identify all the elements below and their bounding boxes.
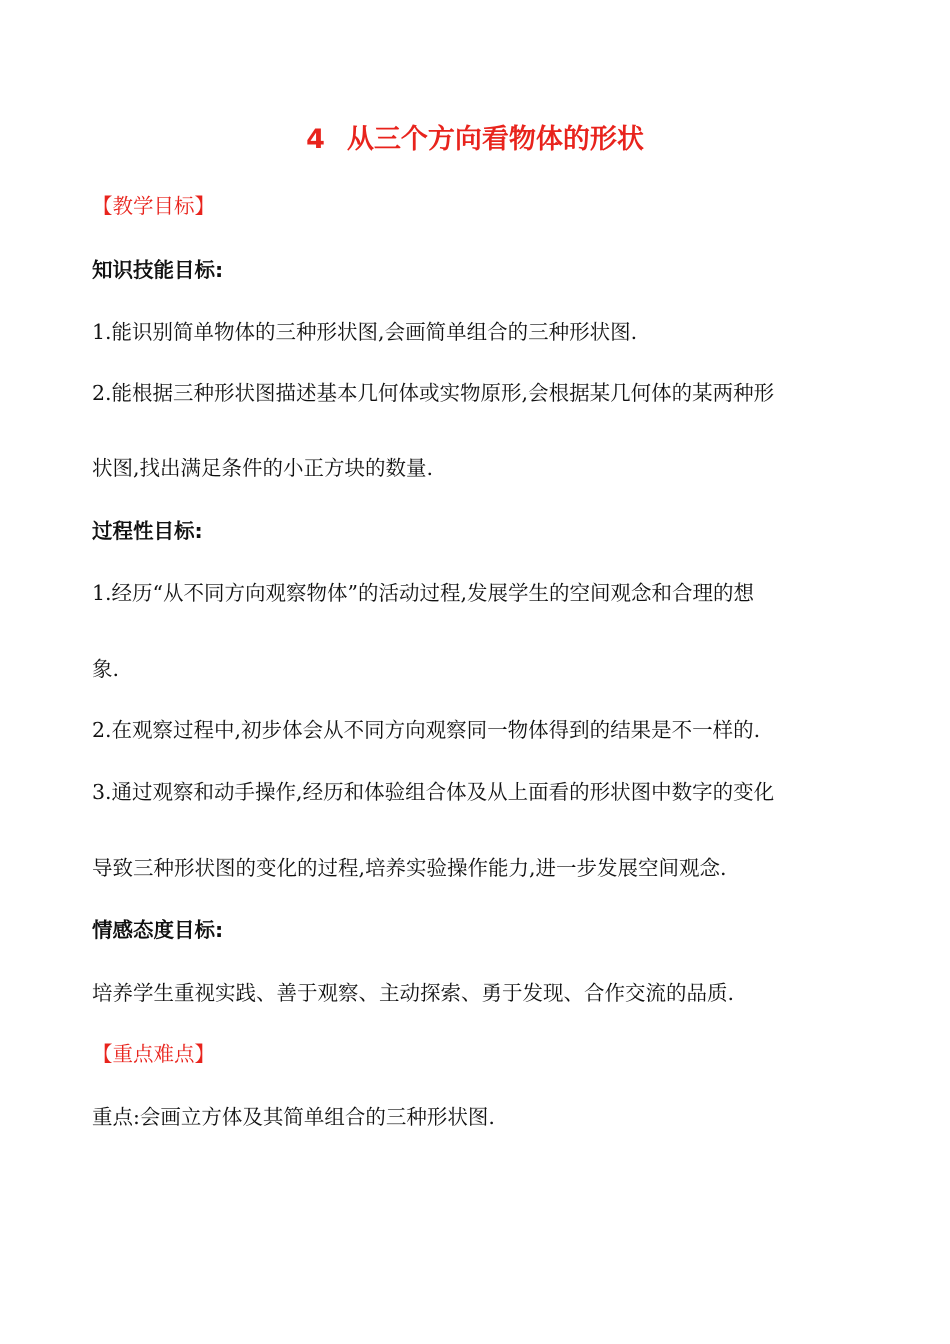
- process-item-3-line-2: 导致三种形状图的变化的过程,培养实验操作能力,进一步发展空间观念.: [92, 856, 727, 880]
- knowledge-item-1: 1.能识别简单物体的三种形状图,会画简单组合的三种形状图.: [92, 320, 638, 344]
- process-item-1-line-1: 1.经历“从不同方向观察物体”的活动过程,发展学生的空间观念和合理的想: [92, 581, 755, 605]
- section-teaching-goals: 【教学目标】: [92, 194, 215, 218]
- key-point-item: 重点:会画立方体及其简单组合的三种形状图.: [92, 1105, 495, 1129]
- subheading-knowledge-skills: 知识技能目标:: [92, 258, 224, 282]
- subheading-emotion: 情感态度目标:: [92, 918, 224, 942]
- knowledge-item-2-line-2: 状图,找出满足条件的小正方块的数量.: [92, 456, 434, 480]
- process-item-1-line-2: 象.: [92, 657, 120, 681]
- knowledge-item-2-line-1: 2.能根据三种形状图描述基本几何体或实物原形,会根据某几何体的某两种形: [92, 381, 775, 405]
- process-item-3-line-1: 3.通过观察和动手操作,经历和体验组合体及从上面看的形状图中数字的变化: [92, 780, 775, 804]
- section-key-difficult: 【重点难点】: [92, 1042, 215, 1066]
- process-item-2: 2.在观察过程中,初步体会从不同方向观察同一物体得到的结果是不一样的.: [92, 718, 761, 742]
- title-number: 4: [306, 124, 325, 155]
- title-text: 从三个方向看物体的形状: [346, 124, 644, 155]
- emotion-item: 培养学生重视实践、善于观察、主动探索、勇于发现、合作交流的品质.: [92, 981, 735, 1005]
- subheading-process: 过程性目标:: [92, 519, 203, 543]
- page-title: [0, 118, 950, 162]
